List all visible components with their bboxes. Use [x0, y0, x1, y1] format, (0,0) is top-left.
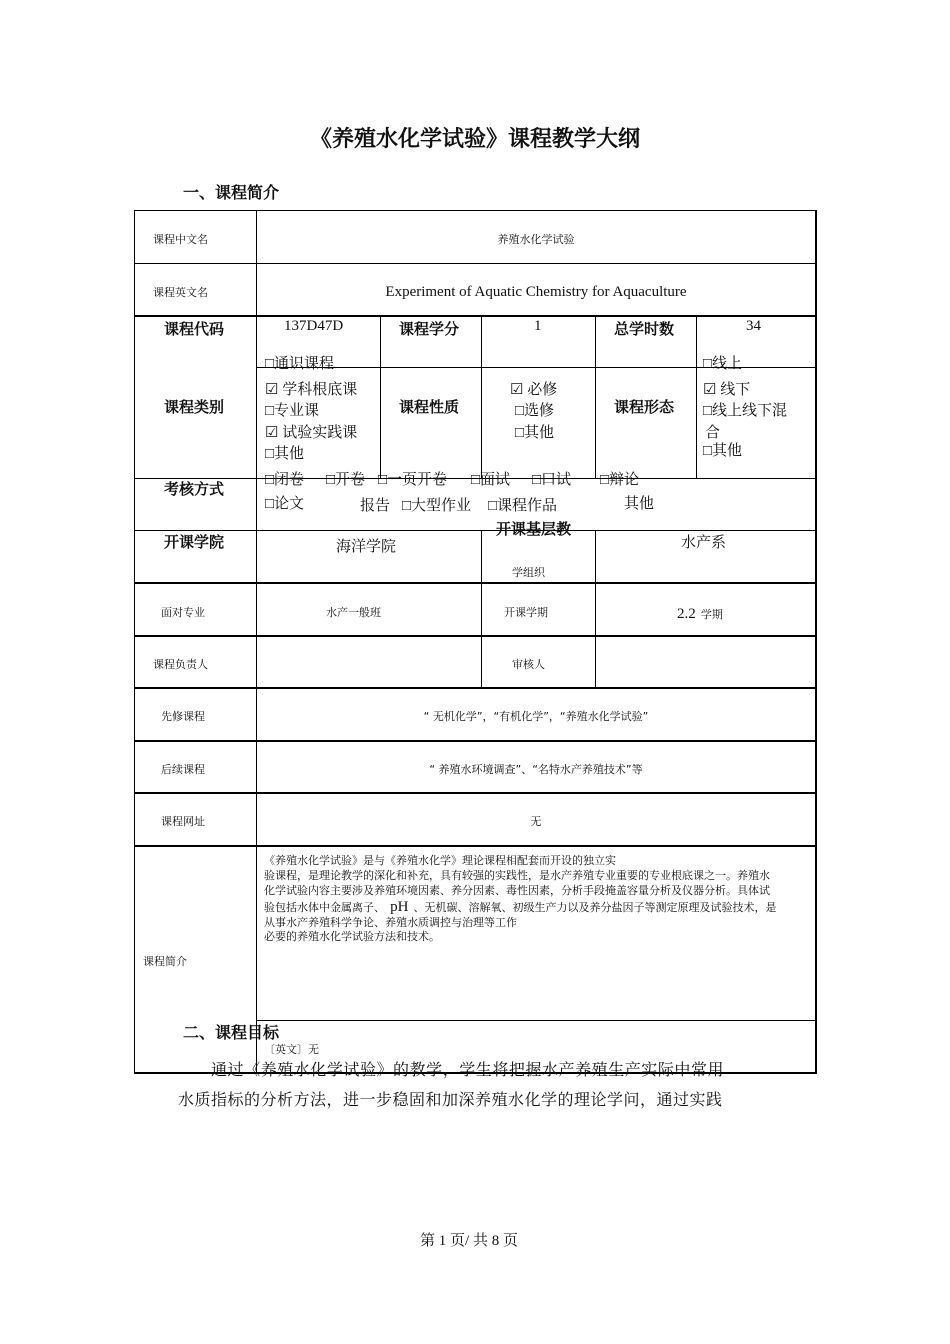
- label-college: 开课学院: [164, 533, 225, 551]
- intro-line-1: 《养殖水化学试验》是与《养殖水化学》理论课程相配套而开设的独立实: [264, 854, 616, 867]
- page-footer: 第 1 页/ 共 8 页: [420, 1233, 518, 1249]
- intro-line-6: 必要的养殖水化学试验方法和技术。: [264, 930, 440, 943]
- label-nature: 课程性质: [399, 398, 460, 416]
- value-followup: “ 养殖水环境调查”、“名特水产养殖技术”等: [429, 763, 643, 776]
- assess-open: □开卷: [326, 472, 366, 488]
- intro-line-4: [264, 896, 777, 916]
- label-credit: 课程学分: [399, 320, 460, 338]
- goal-text-line-1: 通过《养殖水化学试验》的教学，学生将把握水产养殖生产实际中常用: [211, 1062, 725, 1079]
- label-followup: 后续课程: [161, 763, 205, 776]
- label-org-1: 开课基层教: [496, 520, 572, 538]
- assess-debate: □辩论: [600, 472, 640, 488]
- label-hours: 总学时数: [614, 320, 675, 338]
- option-general: □通识课程: [265, 356, 335, 372]
- value-org: 水产系: [681, 535, 727, 551]
- label-prereq: 先修课程: [161, 710, 205, 723]
- value-major: 水产一般班: [326, 606, 381, 619]
- option-other: □其他: [265, 446, 305, 462]
- label-type: 课程类别: [164, 398, 225, 416]
- nature-other: □其他: [515, 425, 555, 441]
- form-online: □线上: [703, 356, 743, 372]
- label-en-name: 课程英文名: [153, 286, 208, 299]
- value-url: 无: [530, 815, 542, 828]
- form-other: □其他: [703, 443, 743, 459]
- label-form: 课程形态: [614, 398, 675, 416]
- value-code: 137D47D: [284, 318, 344, 334]
- label-term: 开课学期: [504, 606, 548, 619]
- label-leader: 课程负责人: [153, 658, 208, 671]
- option-major: □专业课: [265, 403, 320, 419]
- label-org-2: 学组织: [512, 566, 545, 579]
- intro-line-3: 化学试验内容主要涉及养殖环境因素、养分因素、毒性因素，分析手段掩盖容量分析及仪器分析。具体试: [264, 884, 770, 897]
- term-number: 2.2: [677, 606, 696, 622]
- nature-required: ☑ 必修: [510, 382, 558, 398]
- section-heading-intro: 一、课程简介: [183, 183, 280, 202]
- label-code: 课程代码: [164, 320, 225, 338]
- label-cn-name: 课程中文名: [153, 233, 208, 246]
- value-term: [677, 603, 723, 623]
- value-cn-name: 养殖水化学试验: [497, 233, 575, 246]
- assess-paper: □论文: [265, 496, 305, 512]
- value-hours: 34: [746, 318, 761, 334]
- section-heading-goals: 二、课程目标: [183, 1023, 280, 1042]
- assess-report: 报告: [360, 498, 391, 514]
- assess-closed: □闭卷: [265, 472, 305, 488]
- form-blended: □线上线下混: [703, 403, 788, 419]
- intro-ph: pH: [390, 899, 409, 915]
- label-major: 面对专业: [161, 606, 205, 619]
- value-en-name: Experiment of Aquatic Chemistry for Aquaculture: [385, 284, 687, 300]
- goal-text-line-2: 水质指标的分析方法，进一步稳固和加深养殖水化学的理论学问，通过实践: [178, 1092, 723, 1109]
- page-title: 《养殖水化学试验》课程教学大纲: [309, 127, 640, 152]
- value-credit: 1: [534, 318, 542, 334]
- assess-other: 其他: [624, 496, 655, 512]
- intro-line-4a: 验包括水体中金属离子、: [264, 901, 385, 914]
- form-offline: ☑ 线下: [703, 382, 751, 398]
- term-unit: 学期: [700, 608, 723, 621]
- intro-line-5: 从事水产养殖科学争论、养殖水质调控与治理等工作: [264, 916, 517, 929]
- nature-elective: □选修: [515, 403, 555, 419]
- assess-work: □课程作品: [488, 498, 558, 514]
- intro-english: 〔英文〕无: [264, 1043, 319, 1056]
- label-url: 课程网址: [161, 815, 205, 828]
- label-reviewer: 审核人: [512, 658, 545, 671]
- assess-project: □大型作业: [402, 498, 472, 514]
- option-practice: ☑ 试验实践课: [265, 425, 358, 441]
- assess-oral: □口试: [532, 472, 572, 488]
- assess-onepage: □一页开卷: [378, 472, 448, 488]
- value-prereq: “ 无机化学”，“有机化学”，“养殖水化学试验”: [423, 710, 649, 723]
- label-intro: 课程简介: [143, 955, 187, 968]
- label-assessment: 考核方式: [164, 480, 225, 498]
- intro-line-2: 验课程，是理论教学的深化和补充，具有较强的实践性，是水产养殖专业重要的专业根底课之一。养殖水: [264, 869, 770, 882]
- intro-line-4b: 、无机碳、溶解氧、初级生产力以及养分盐因子等测定原理及试验技术，是: [413, 901, 777, 914]
- assess-interview: □面试: [471, 472, 511, 488]
- value-college: 海洋学院: [336, 539, 397, 555]
- form-blended-2: 合: [705, 425, 721, 441]
- option-basic: ☑ 学科根底课: [265, 382, 358, 398]
